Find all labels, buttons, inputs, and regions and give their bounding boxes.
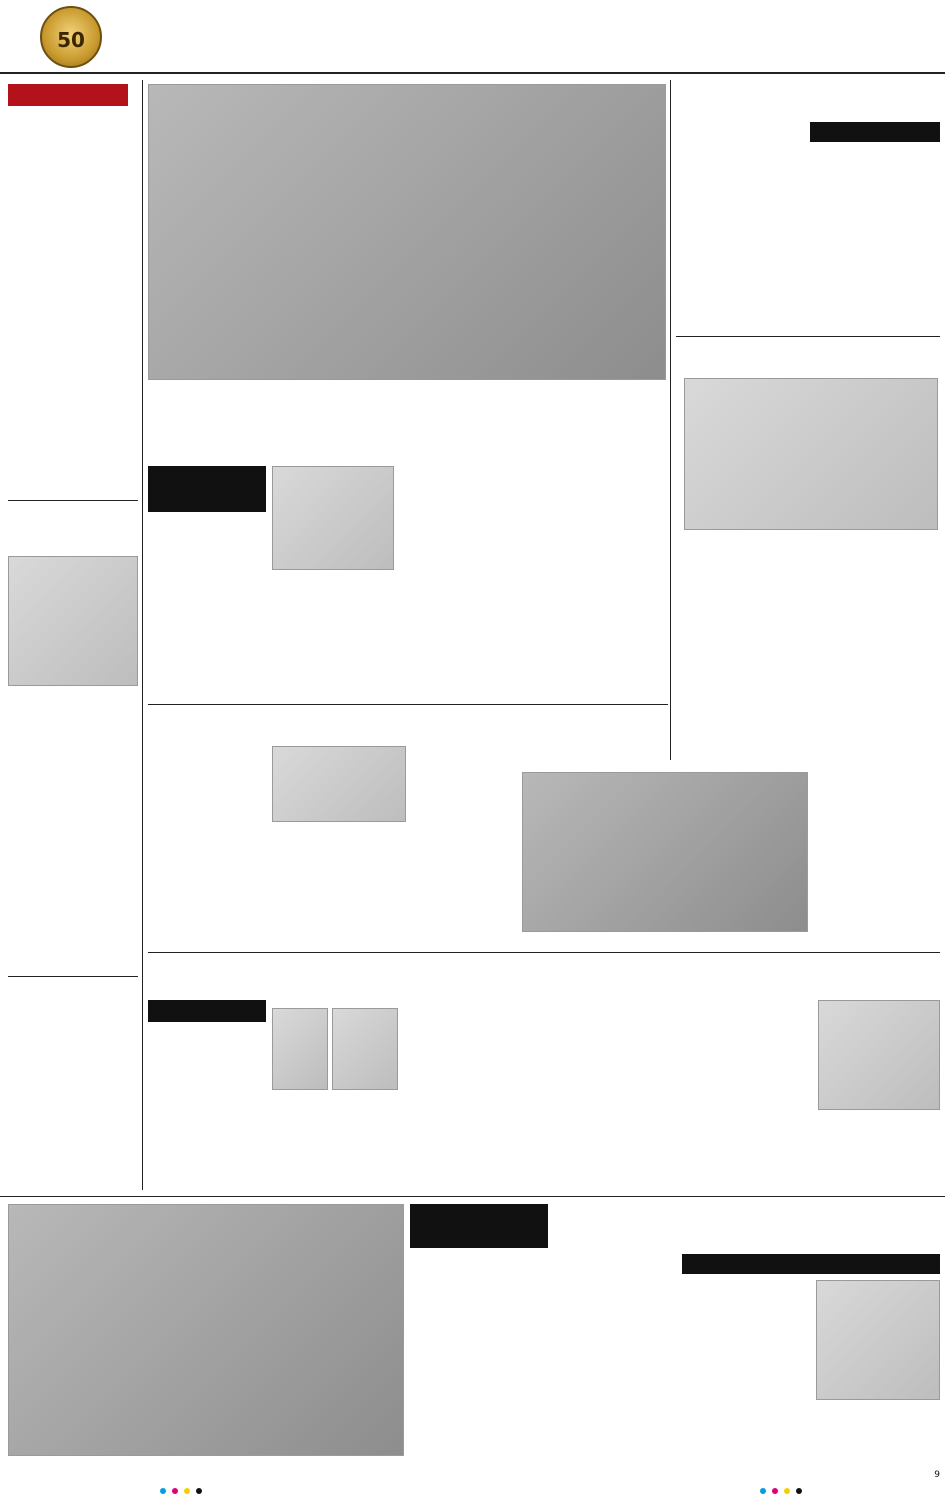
cyan-mark: [760, 1488, 766, 1494]
karnataka-body: [682, 1280, 810, 1400]
covid-headline: [556, 1206, 940, 1250]
brief-body: [8, 156, 138, 496]
sisi-headline: [680, 962, 940, 994]
isis-divider: [676, 336, 940, 337]
advani-photo-caption: [272, 1092, 398, 1114]
kejriwal-body: [534, 996, 674, 1192]
advani-body-col2: [272, 1118, 398, 1192]
covid-body: [410, 1280, 676, 1482]
covid-kicker: [410, 1204, 548, 1248]
dawood-photo: [8, 556, 138, 686]
masthead-rule: [0, 72, 945, 74]
print-registration-marks: [0, 1486, 945, 1496]
magenta-mark: [172, 1488, 178, 1494]
driverless-car-photo: [272, 746, 406, 822]
gyanvapi-headline: [676, 342, 940, 372]
newspaper-logo: [40, 6, 102, 68]
gyanvapi-mosque-photo: [684, 378, 938, 530]
flood-railway-photo: [522, 772, 808, 932]
flood-headline: [410, 722, 940, 766]
car-headline: [148, 712, 406, 742]
middle-divider: [148, 952, 940, 953]
bottom-photo-caption: [8, 1458, 404, 1484]
karnataka-body-col2: [682, 1406, 940, 1482]
telecom-photo-caption: [272, 572, 394, 586]
isis-body-col2: [810, 146, 940, 332]
logo-number: 50: [57, 28, 85, 52]
joshi-photo: [332, 1008, 398, 1090]
covid-subhead: [410, 1256, 676, 1276]
sisi-photo: [818, 1000, 940, 1110]
car-body: [148, 746, 266, 936]
cyan-mark: [160, 1488, 166, 1494]
yellow-mark: [184, 1488, 190, 1494]
left-divider-1: [8, 500, 138, 501]
flood-body-col2: [814, 772, 940, 948]
lower-divider: [0, 1196, 945, 1197]
right-column-rule: [670, 80, 671, 760]
dawood-headline: [8, 506, 138, 552]
left-column-rule: [142, 80, 143, 1190]
karnataka-headline: [682, 1254, 940, 1274]
ram-temple-event-photo: [8, 1204, 404, 1456]
parliament-protest-photo: [148, 84, 666, 380]
protest-photo-caption: [150, 382, 664, 408]
magenta-mark: [772, 1488, 778, 1494]
telecom-headline: [148, 414, 668, 458]
telecom-minister-photo: [272, 466, 394, 570]
sisi-body-col2: [680, 1126, 940, 1192]
sisi-body: [680, 1000, 812, 1120]
yellow-mark: [784, 1488, 790, 1494]
advani-headline: [148, 958, 528, 994]
advani-kicker: [148, 1000, 266, 1022]
car-body-col2: [272, 828, 406, 936]
advani-photo: [272, 1008, 328, 1090]
dawood-body: [8, 692, 138, 972]
flood-body: [410, 772, 516, 936]
brief-headline: [8, 110, 138, 152]
sisi-photo-caption: [818, 1112, 940, 1126]
black-mark: [796, 1488, 802, 1494]
brief-kicker: [8, 84, 128, 106]
isis-subhead: [810, 122, 940, 142]
page-number: 9: [934, 1470, 940, 1480]
kejriwal-headline: [534, 962, 674, 992]
advani-body: [148, 1026, 266, 1192]
telecom-divider: [148, 704, 668, 705]
isis-body: [676, 122, 804, 332]
telecom-body-col2: [272, 590, 394, 700]
isis-headline: [676, 82, 940, 118]
left-divider-2: [8, 976, 138, 977]
hospital-headline: [8, 982, 138, 1028]
black-mark: [196, 1488, 202, 1494]
telecom-body: [148, 520, 266, 700]
telecom-body-col3: [400, 466, 668, 700]
flood-photo-caption: [522, 934, 808, 948]
karnataka-masked-man-photo: [816, 1280, 940, 1400]
hospital-body: [8, 1032, 138, 1192]
telecom-kicker: [148, 466, 266, 512]
advani-body-col3: [404, 1000, 528, 1192]
